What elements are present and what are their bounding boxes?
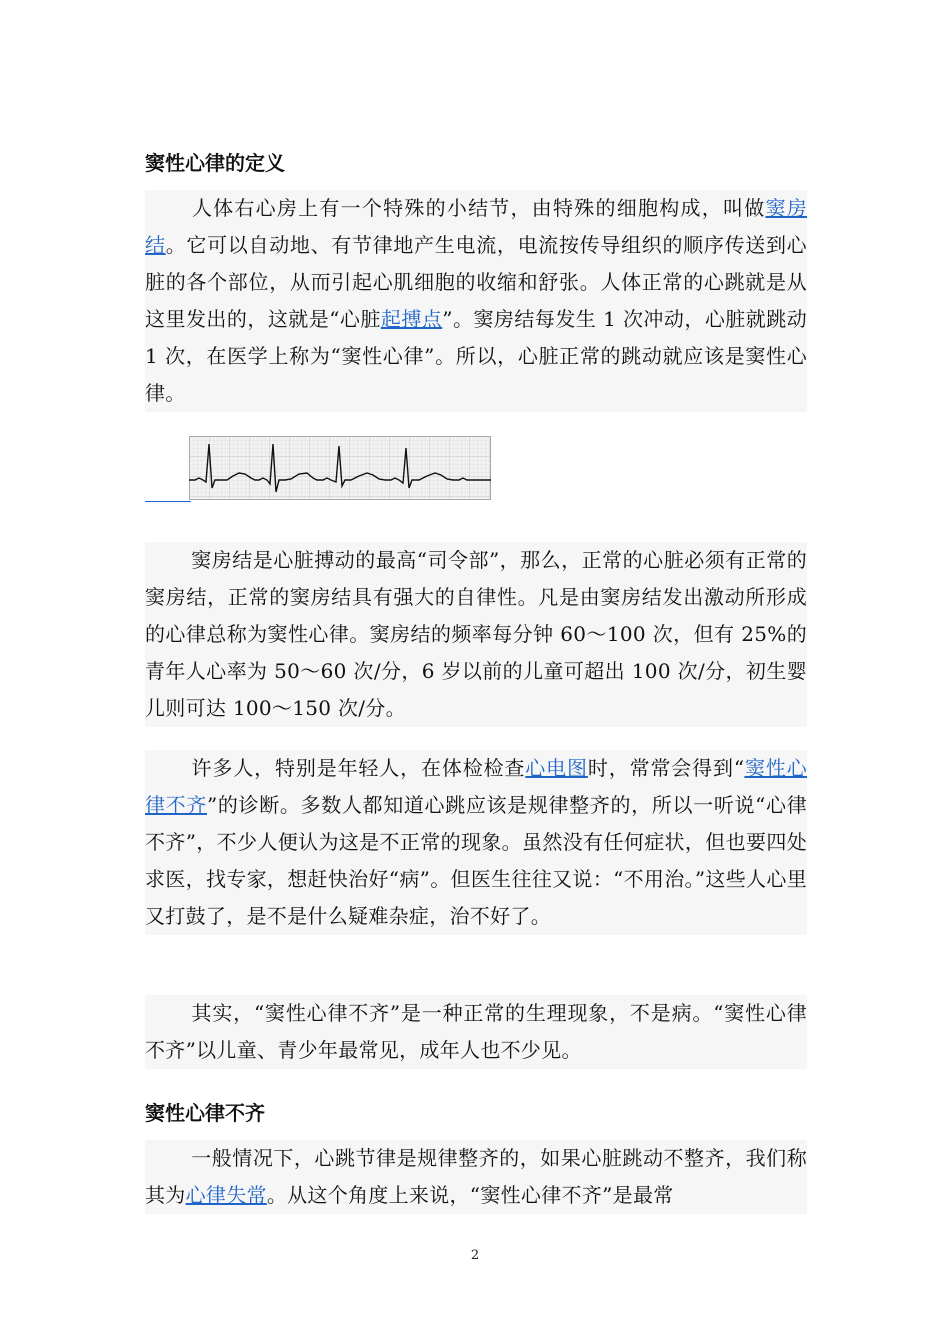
paragraph-sa-node-command [145,542,807,727]
link-arrhythmia[interactable]: 心律失常 [185,1183,267,1207]
paragraph-normal-phenomenon [145,995,807,1069]
ecg-strip-image [189,436,491,500]
paragraph-text: 窦房结是心脏搏动的最高“司令部”，那么，正常的心脏必须有正常的窦房结，正常的窦房结具有强大的自律性。凡是由窦房结发出激动所形成的心律总称为窦性心律。窦房结的频率每分钟 60～100 次，但有 25%的青年人心率为 50～60 次/分，6 岁以前的儿童可超出 100 次/分，初生婴儿则可达 100～150 次/分。 [145,548,807,720]
paragraph-text: 许多人，特别是年轻人，在体检检查 [191,756,526,780]
ecg-image-link[interactable] [145,436,491,502]
paragraph-text: 人体右心房上有一个特殊的小结节，由特殊的细胞构成，叫做 [191,196,766,220]
paragraph-text: ”的诊断。多数人都知道心跳应该是规律整齐的，所以一听说“心律不齐”，不少人便认为这是不正常的现象。虽然没有任何症状，但也要四处求医，找专家，想赶快治好“病”。但医生往往又说：“不用治。”这些人心里又打鼓了，是不是什么疑难杂症，治不好了。 [145,793,807,928]
page-number: 2 [470,1248,480,1263]
paragraph-text: ”。窦房结每发生 1 次冲动，心脏就跳动 1 次，在医学上称为“窦性心律”。所以，心脏正常的跳动就应该是窦性心律。 [145,307,807,405]
link-sinus-arrhythmia[interactable]: 窦性心律不齐 [145,756,807,817]
paragraph-arrhythmia-intro [145,1140,807,1214]
section-heading-sinus-rhythm-definition: 窦性心律的定义 [145,151,285,175]
link-ecg[interactable]: 心电图 [525,756,588,780]
section-heading-sinus-arrhythmia: 窦性心律不齐 [145,1101,265,1125]
paragraph-ecg-diagnosis [145,750,807,935]
paragraph-text: 时，常常会得到“ [587,756,745,780]
paragraph-text: 一般情况下，心跳节律是规律整齐的，如果心脏跳动不整齐，我们称其为 [145,1146,807,1207]
link-pacemaker[interactable]: 起搏点 [380,307,443,331]
paragraph-sa-node [145,190,807,412]
paragraph-text: 。它可以自动地、有节律地产生电流，电流按传导组织的顺序传送到心脏的各个部位，从而引起心肌细胞的收缩和舒张。人体正常的心跳就是从这里发出的，这就是“心脏 [145,233,807,331]
paragraph-text: 。从这个角度上来说，“窦性心律不齐”是最常 [266,1183,674,1207]
link-sa-node[interactable]: 窦房结 [145,196,807,257]
paragraph-text: 其实，“窦性心律不齐”是一种正常的生理现象，不是病。“窦性心律不齐”以儿童、青少年最常见，成年人也不少见。 [145,1001,807,1062]
